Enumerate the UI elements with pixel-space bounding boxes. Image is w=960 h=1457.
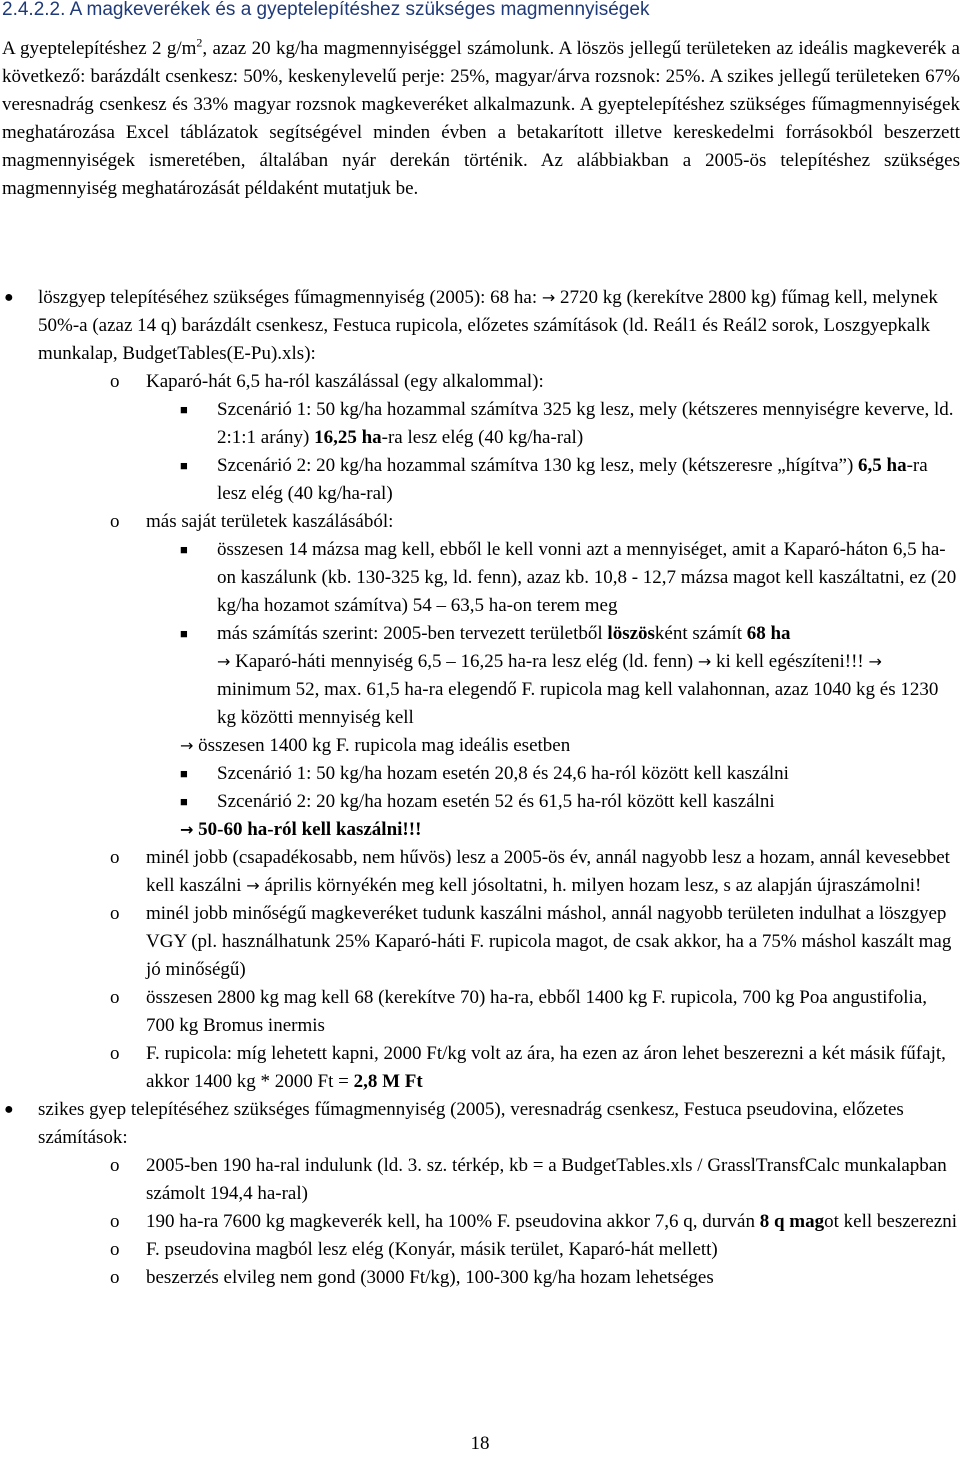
list-text: minimum 52, max. 61,5 ha-ra elegendő F. rupicola mag kell valahonnan, azaz 1040 kg és 1230 kg közötti mennyiség kell [217, 679, 939, 728]
list-text: 190 ha-ra 7600 kg magkeverék kell, ha 100% F. pseudovina akkor 7,6 q, durván [146, 1211, 760, 1232]
circle-icon: o [110, 371, 120, 392]
subsublist-item [0, 396, 960, 452]
bullet-icon: ● [4, 289, 14, 306]
list-text: löszgyep telepítéséhez szükséges fűmagmennyiség (2005): 68 ha: [38, 287, 542, 308]
list-text-bold: 8 q mag [759, 1211, 825, 1232]
circle-icon: o [110, 1211, 120, 1232]
list-text: Szcenárió 2: 20 kg/ha hozammal számítva 130 kg lesz, mely (kétszeresre „hígítva”) [217, 455, 859, 476]
arrow-icon: → [541, 288, 556, 307]
list-text: összesen 2800 kg mag kell 68 (kerekítve 70) ha-ra, ebből 1400 kg F. rupicola, 700 kg Poa angustifolia, 700 kg Bromus inermis [146, 987, 928, 1036]
list-text: szikes gyep telepítéséhez szükséges fűmagmennyiség (2005), veresnadrág csenkesz, Festuca pseudovina, előzetes számítások: [38, 1099, 904, 1148]
arrow-icon: → [246, 876, 260, 895]
square-icon: ■ [180, 794, 188, 809]
list-text-bold: löszös [607, 623, 655, 644]
list-text: más saját területek kaszálásából: [146, 511, 394, 532]
square-icon: ■ [180, 402, 188, 417]
list-text: Szcenárió 2: 20 kg/ha hozam esetén 52 és 61,5 ha-ról között kell kaszálni [217, 791, 775, 812]
list-text: ki kell egészíteni!!! [711, 651, 869, 672]
circle-icon: o [110, 903, 120, 924]
intro-paragraph [2, 35, 960, 203]
subsublist-item [0, 788, 960, 816]
list-text: Kaparó-hát 6,5 ha-ról kaszálással (egy alkalommal): [146, 371, 544, 392]
sublist-item [0, 508, 960, 536]
continuation-line [0, 816, 960, 844]
list-text: összesen 1400 kg F. rupicola mag ideális esetben [193, 735, 571, 756]
sublist-item [0, 1208, 960, 1236]
subsublist-item [0, 760, 960, 788]
circle-icon: o [110, 1239, 120, 1260]
square-icon: ■ [180, 458, 188, 473]
arrow-icon: → [868, 652, 882, 671]
subsublist-item [0, 620, 960, 732]
intro-text-a: A gyeptelepítéshez 2 g/m [2, 38, 197, 59]
sublist-item [0, 844, 960, 900]
list-text: más számítás szerint: 2005-ben tervezett területből [217, 623, 608, 644]
section-heading: 2.4.2.2. A magkeverékek és a gyeptelepítéshez szükséges magmennyiségek [2, 0, 650, 20]
subsublist-item [0, 536, 960, 620]
sublist-item [0, 1236, 960, 1264]
list-text-bold: 68 ha [746, 623, 791, 644]
list-text: Szcenárió 1: 50 kg/ha hozam esetén 20,8 és 24,6 ha-ról között kell kaszálni [217, 763, 789, 784]
list-item-loszgyep [0, 284, 960, 368]
circle-icon: o [110, 1267, 120, 1288]
sublist-item [0, 1040, 960, 1096]
intro-text-b: , azaz 20 kg/ha magmennyiséggel számolunk. A löszös jellegű területeken az ideális magkeverék a következő: barázdált csenkesz: 50%, keskenylevelű perje: 25%, magyar/árva rozsnok: 25%. A szikes jellegű területeken 67% veresnadrág csenkesz és 33% magyar rozsnok magkeveréket alkalmazunk. A gyeptelepítéshez szükséges fűmagmennyiségek meghatározása Excel táblázatok segítségével minden évben a betakarított illetve kereskedelmi forrásokból beszerzett magmennyiségek ismeretében, általában nyár derekán történik. Az alábbiakban a 2005-ös telepítéshez szükséges magmennyiség meghatározását példaként mutatjuk be. [2, 38, 960, 199]
sublist-item [0, 368, 960, 396]
sublist-item [0, 1264, 960, 1292]
list-text: 2005-ben 190 ha-ral indulunk (ld. 3. sz. térkép, kb = a BudgetTables.xls / GrasslTransfCalc munkalapban számolt 194,4 ha-ral) [146, 1155, 947, 1204]
list-text: április környékén meg kell jósoltatni, h. milyen hozam lesz, s az alapján újraszámolni! [259, 875, 922, 896]
list-item-szikes [0, 1096, 960, 1152]
list-text: beszerzés elvileg nem gond (3000 Ft/kg), 100-300 kg/ha hozam lehetséges [146, 1267, 714, 1288]
list-text: összesen 14 mázsa mag kell, ebből le kell vonni azt a mennyiséget, amit a Kaparó-háton 6,5 ha-on kaszálunk (kb. 130-325 kg, ld. fenn), azaz kb. 10,8 - 12,7 mázsa magot kell kaszáltatni, ez (20 kg/ha hozamot számítva) 54 – 63,5 ha-on terem meg [217, 539, 957, 616]
list-text: minél jobb (csapadékosabb, nem hűvös) lesz a 2005-ös év, annál nagyobb lesz a hozam, annál kevesebbet kell kaszálni [146, 847, 950, 896]
list-text-bold: 6,5 ha [858, 455, 907, 476]
list-text: Szcenárió 1: 50 kg/ha hozammal számítva 325 kg lesz, mely (kétszeres mennyiségre keverve, ld. 2:1:1 arány) [217, 399, 954, 448]
circle-icon: o [110, 987, 120, 1008]
list-text-bold: 50-60 ha-ról kell kaszálni!!! [193, 819, 422, 840]
list-text: Kaparó-háti mennyiség 6,5 – 16,25 ha-ra lesz elég (ld. fenn) [230, 651, 698, 672]
subsublist-item [0, 452, 960, 508]
circle-icon: o [110, 1155, 120, 1176]
sublist-item [0, 900, 960, 984]
square-icon: ■ [180, 542, 188, 557]
list-text: F. pseudovina magból lesz elég (Konyár, másik terület, Kaparó-hát mellett) [146, 1239, 718, 1260]
arrow-icon: → [217, 652, 231, 671]
page-number: 18 [470, 1433, 490, 1454]
arrow-icon: → [180, 736, 194, 755]
list-text: ot kell beszerezni [824, 1211, 958, 1232]
circle-icon: o [110, 1043, 120, 1064]
sublist-item [0, 1152, 960, 1208]
circle-icon: o [110, 511, 120, 532]
square-icon: ■ [180, 766, 188, 781]
list-text: F. rupicola: míg lehetett kapni, 2000 Ft/kg volt az ára, ha ezen az áron lehet beszerezni a két másik fűfajt, akkor 1400 kg * 2000 Ft = [146, 1043, 946, 1092]
list-text: -ra lesz elég (40 kg/ha-ral) [381, 427, 584, 448]
arrow-icon: → [697, 652, 712, 671]
main-list [0, 284, 960, 1292]
list-text: -ra lesz elég (40 kg/ha-ral) [217, 455, 928, 504]
list-text: minél jobb minőségű magkeveréket tudunk kaszálni máshol, annál nagyobb területen indulhat a löszgyep VGY (pl. használhatunk 25% Kaparó-háti F. rupicola magot, de csak akkor, ha a 75% máshol kaszált mag jó minőségű) [146, 903, 952, 980]
square-icon: ■ [180, 626, 188, 641]
arrow-icon: → [180, 820, 194, 839]
continuation-line [0, 732, 960, 760]
intro-superscript: 2 [196, 35, 203, 50]
list-text-bold: 2,8 M Ft [353, 1071, 423, 1092]
circle-icon: o [110, 847, 120, 868]
bullet-icon: ● [4, 1101, 14, 1118]
list-text-bold: 16,25 ha [314, 427, 382, 448]
sublist-item [0, 984, 960, 1040]
list-text: ként számít [654, 623, 747, 644]
list-text: 2720 kg (kerekítve 2800 kg) fűmag kell, melynek 50%-a (azaz 14 q) barázdált csenkesz, Festuca rupicola, előzetes számítások (ld. Reál1 és Reál2 sorok, Loszgyepkalk munkalap, BudgetTables(E-Pu).xls): [38, 287, 938, 364]
